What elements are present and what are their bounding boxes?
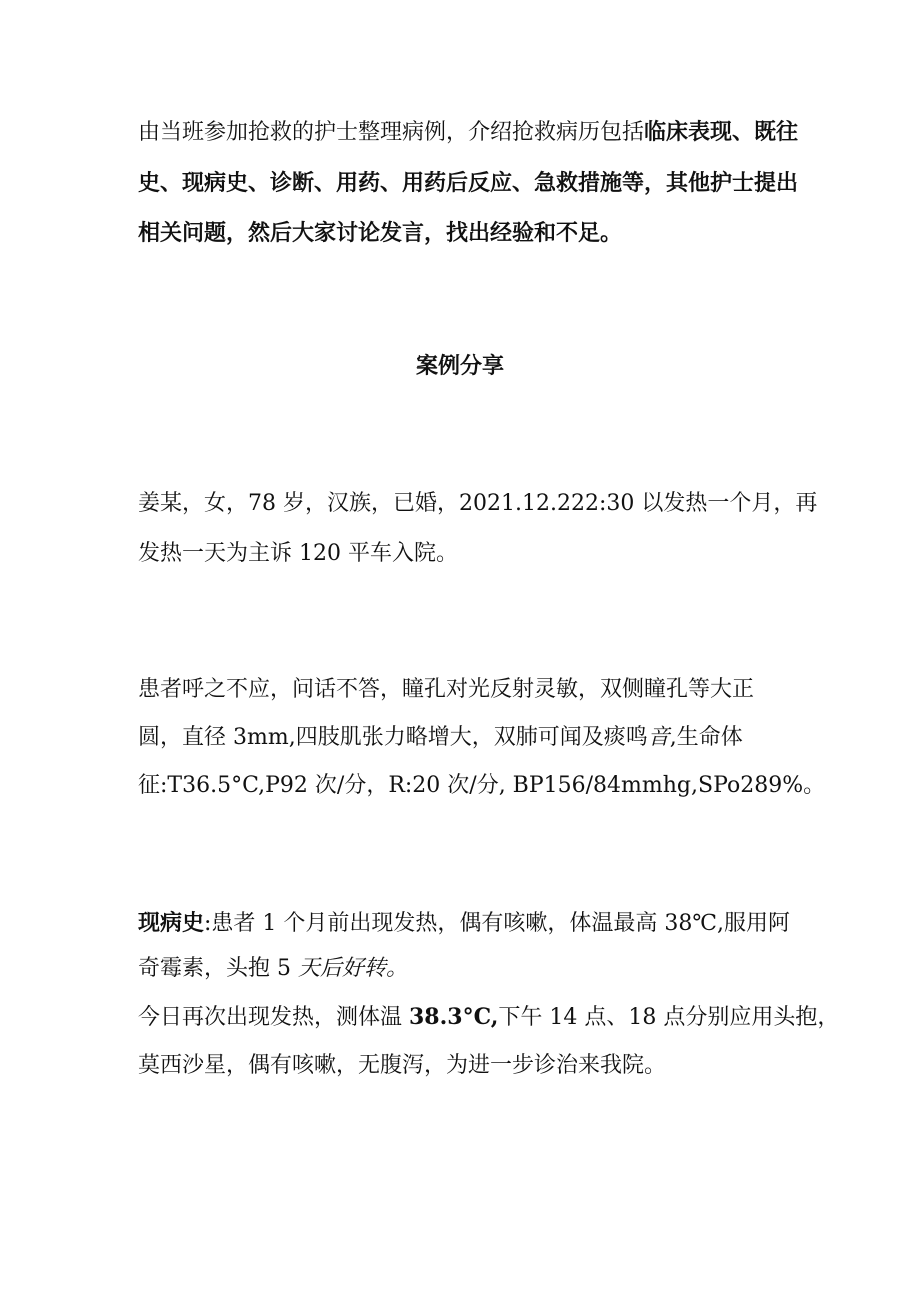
history-line-4: 莫西沙星，偶有咳嗽，无腹泻，为进一步诊治来我院。 [138,1053,667,1078]
history-line-3-text-a: 今日再次出现发热，测体温 [138,1005,409,1030]
history-label: 现病史 [138,910,205,936]
exam-line-3: 征:T36.5°C,P92 次/分，R:20 次/分, BP156/84mmhg,SPo289%。 [138,773,826,798]
history-line-2-text-b: 天后好转。 [297,956,408,981]
patient-line-1: 姜某，女，78 岁，汉族，已婚，2021.12.222:30 以发热一个月，再 [138,491,818,516]
exam-line-2 [138,723,743,753]
exam-line-1: 患者呼之不应，问话不答，瞳孔对光反射灵敏，双侧瞳孔等大正 [138,677,755,702]
intro-line-1-bold: 临床表现、既往 [644,119,799,145]
history-line-2-text-a: 奇霉素，头抱 5 [138,956,298,981]
history-line-1-text: :患者 1 个月前出现发热，偶有咳嗽，体温最高 38℃,服用阿 [204,911,791,936]
exam-line-2-text-c: ,生命体 [669,725,743,750]
history-line-1 [138,908,790,939]
patient-line-2: 发热一天为主诉 120 平车入院。 [138,541,458,566]
history-line-3-text-c: 下午 14 点、18 点分别应用头抱， [498,1005,840,1030]
intro-line-3: 相关问题，然后大家讨论发言，找出经验和不足。 [138,220,623,246]
history-line-3 [138,1002,839,1033]
history-line-3-text-b: 38.3°C, [409,1004,499,1030]
exam-line-2-text-a: 圆，直径 3mm,四肢肌张力略增大，双肺可闻及痰鸣 [138,725,648,750]
intro-line-1 [138,117,798,148]
exam-line-2-text-b: 音 [647,725,670,750]
intro-line-1-text: 由当班参加抢救的护士整理病例，介绍抢救病历包括 [138,120,645,145]
section-title: 案例分享 [415,353,504,379]
history-line-2 [138,954,408,984]
intro-line-2: 史、现病史、诊断、用药、用药后反应、急救措施等，其他护士提出 [138,170,799,196]
